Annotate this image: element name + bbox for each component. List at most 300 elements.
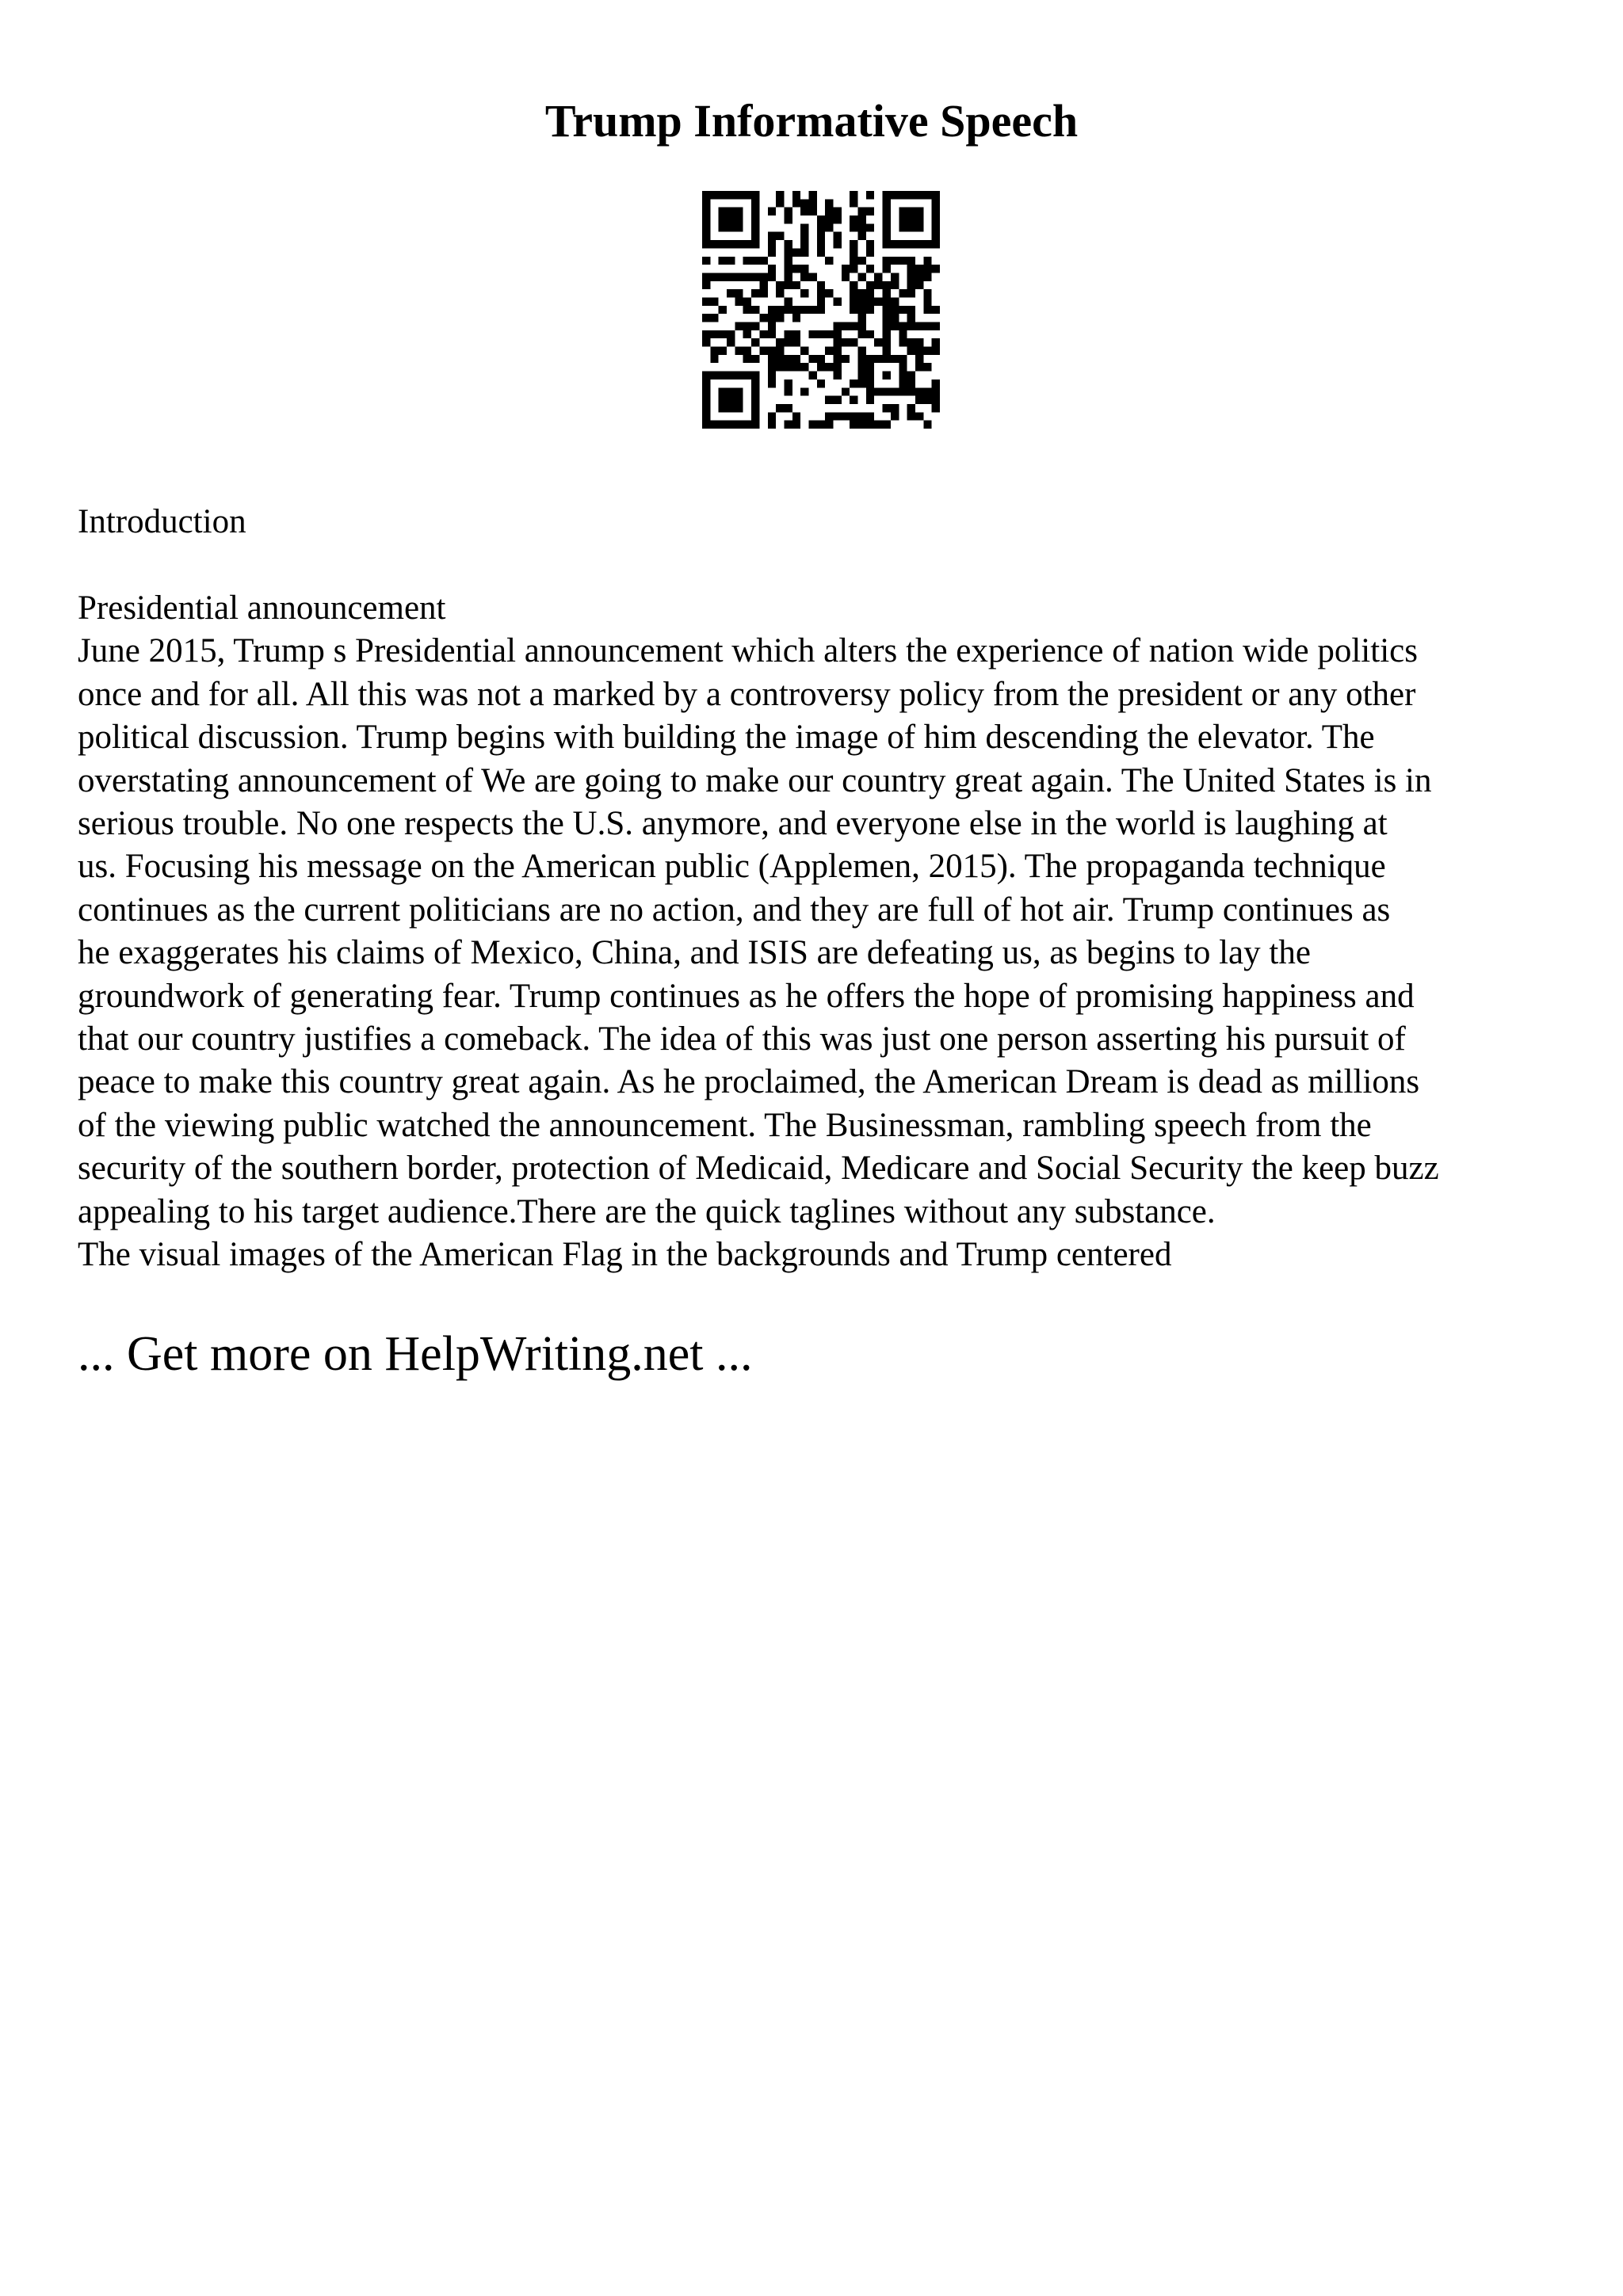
qr-module	[735, 387, 743, 395]
qr-module	[850, 338, 857, 346]
qr-module	[842, 412, 850, 420]
qr-module	[792, 314, 800, 322]
qr-module	[800, 208, 808, 215]
qr-module	[907, 404, 915, 412]
qr-module	[792, 412, 800, 420]
qr-module	[866, 372, 874, 379]
qr-module	[834, 363, 842, 371]
qr-module	[883, 314, 891, 322]
qr-module	[907, 322, 915, 330]
qr-module	[825, 215, 833, 223]
qr-module	[874, 355, 882, 363]
qr-module	[842, 387, 850, 395]
qr-module	[850, 379, 857, 387]
qr-module	[784, 297, 792, 305]
qr-module	[907, 191, 915, 199]
qr-module	[735, 215, 743, 223]
qr-module	[817, 355, 825, 363]
qr-module	[727, 257, 735, 265]
qr-module	[866, 379, 874, 387]
qr-module	[932, 265, 940, 273]
qr-module	[800, 387, 808, 395]
qr-module	[727, 338, 735, 346]
qr-module	[817, 215, 825, 223]
qr-module	[899, 372, 907, 379]
qr-module	[891, 412, 899, 420]
qr-module	[850, 199, 857, 207]
qr-module	[891, 355, 899, 363]
qr-module	[866, 363, 874, 371]
qr-module	[923, 240, 931, 248]
qr-module	[825, 421, 833, 429]
qr-module	[923, 257, 931, 265]
qr-module	[702, 257, 710, 265]
qr-module	[866, 208, 874, 215]
qr-module	[858, 421, 866, 429]
qr-module	[891, 273, 899, 280]
qr-module	[850, 289, 857, 297]
qr-module	[817, 297, 825, 305]
qr-module	[768, 347, 776, 355]
qr-module	[907, 281, 915, 289]
qr-module	[719, 223, 727, 231]
qr-module	[800, 347, 808, 355]
qr-module	[866, 281, 874, 289]
qr-module	[825, 199, 833, 207]
qr-module	[907, 215, 915, 223]
get-more-link[interactable]: ... Get more on HelpWriting.net ...	[78, 1327, 753, 1381]
qr-module	[883, 191, 891, 199]
qr-module	[776, 363, 784, 371]
qr-module	[915, 396, 923, 404]
qr-module	[727, 387, 735, 395]
qr-module	[932, 223, 940, 231]
qr-module	[735, 191, 743, 199]
qr-module	[932, 379, 940, 387]
qr-module	[759, 347, 767, 355]
qr-module	[702, 404, 710, 412]
qr-module	[850, 215, 857, 223]
qr-module	[883, 215, 891, 223]
qr-module	[866, 297, 874, 305]
body-line: us. Focusing his message on the American public (Applemen, 2015). The propaganda technique	[78, 848, 1386, 886]
body-line: that our country justifies a comeback. The idea of this was just one person asserting his pursuit of	[78, 1020, 1406, 1058]
qr-module	[735, 297, 743, 305]
body-line: The visual images of the American Flag in the backgrounds and Trump centered	[78, 1236, 1172, 1274]
qr-module	[768, 355, 776, 363]
qr-module	[858, 330, 866, 338]
qr-module	[907, 257, 915, 265]
qr-module	[834, 355, 842, 363]
qr-module	[776, 404, 784, 412]
qr-module	[915, 322, 923, 330]
qr-module	[899, 289, 907, 297]
qr-module	[727, 372, 735, 379]
qr-module	[751, 257, 759, 265]
qr-module	[891, 297, 899, 305]
qr-module	[702, 297, 710, 305]
qr-module	[915, 191, 923, 199]
qr-module	[751, 338, 759, 346]
qr-module	[784, 355, 792, 363]
qr-module	[719, 191, 727, 199]
qr-code-icon[interactable]	[702, 190, 940, 429]
qr-module	[735, 289, 743, 297]
qr-module	[743, 330, 751, 338]
qr-module	[899, 191, 907, 199]
qr-module	[710, 330, 718, 338]
qr-module	[834, 347, 842, 355]
qr-module	[866, 387, 874, 395]
qr-module	[834, 240, 842, 248]
body-line: serious trouble. No one respects the U.S. anymore, and everyone else in the world is laughing at	[78, 805, 1388, 843]
qr-module	[907, 306, 915, 314]
qr-module	[858, 363, 866, 371]
qr-module	[915, 273, 923, 280]
qr-module	[735, 347, 743, 355]
qr-module	[735, 240, 743, 248]
qr-module	[727, 273, 735, 280]
qr-module	[874, 273, 882, 280]
qr-module	[874, 281, 882, 289]
qr-module	[907, 265, 915, 273]
qr-module	[825, 396, 833, 404]
qr-module	[702, 199, 710, 207]
qr-module	[702, 232, 710, 240]
qr-module	[808, 330, 816, 338]
qr-module	[800, 248, 808, 256]
qr-module	[768, 379, 776, 387]
section-heading-introduction: Introduction	[78, 503, 246, 540]
qr-module	[915, 240, 923, 248]
body-line: peace to make this country great again. As he proclaimed, the American Dream is dead as millions	[78, 1063, 1420, 1101]
qr-module	[866, 191, 874, 199]
qr-module	[858, 297, 866, 305]
qr-module	[735, 404, 743, 412]
qr-module	[776, 338, 784, 346]
qr-module	[727, 396, 735, 404]
body-line: overstating announcement of We are going to make our country great again. The United States is in	[78, 761, 1432, 799]
qr-module	[899, 257, 907, 265]
qr-module	[768, 240, 776, 248]
qr-module	[727, 330, 735, 338]
qr-module	[735, 372, 743, 379]
body-line: he exaggerates his claims of Mexico, China, and ISIS are defeating us, as begins to lay the	[78, 934, 1311, 972]
qr-module	[784, 363, 792, 371]
qr-module	[800, 363, 808, 371]
qr-module	[891, 404, 899, 412]
body-line: once and for all. All this was not a marked by a controversy policy from the president or any other	[78, 675, 1416, 713]
qr-module	[834, 215, 842, 223]
qr-module	[834, 232, 842, 240]
qr-module	[907, 338, 915, 346]
qr-module	[817, 379, 825, 387]
qr-module	[825, 223, 833, 231]
qr-module	[751, 306, 759, 314]
qr-module	[735, 208, 743, 215]
qr-module	[915, 363, 923, 371]
qr-module	[883, 240, 891, 248]
qr-module	[842, 355, 850, 363]
qr-module	[834, 208, 842, 215]
qr-module	[850, 191, 857, 199]
qr-module	[727, 223, 735, 231]
qr-module	[817, 248, 825, 256]
qr-module	[923, 297, 931, 305]
qr-module	[891, 322, 899, 330]
qr-module	[858, 208, 866, 215]
qr-module	[768, 322, 776, 330]
qr-module	[784, 257, 792, 265]
qr-module	[776, 191, 784, 199]
qr-module	[866, 421, 874, 429]
qr-module	[702, 215, 710, 223]
qr-module	[743, 257, 751, 265]
qr-module	[866, 330, 874, 338]
qr-module	[899, 330, 907, 338]
qr-module	[800, 199, 808, 207]
qr-module	[883, 355, 891, 363]
qr-module	[932, 322, 940, 330]
qr-module	[907, 314, 915, 322]
qr-module	[784, 387, 792, 395]
qr-module	[702, 281, 710, 289]
qr-module	[858, 273, 866, 280]
qr-module	[932, 215, 940, 223]
qr-module	[702, 240, 710, 248]
qr-module	[710, 297, 718, 305]
qr-module	[883, 265, 891, 273]
qr-module	[825, 347, 833, 355]
qr-module	[858, 215, 866, 223]
qr-module	[891, 281, 899, 289]
qr-module	[883, 199, 891, 207]
qr-module	[817, 232, 825, 240]
qr-module	[743, 347, 751, 355]
qr-module	[874, 387, 882, 395]
qr-module	[907, 372, 915, 379]
qr-module	[850, 322, 857, 330]
body-paragraph	[78, 587, 1583, 1277]
qr-module	[858, 372, 866, 379]
qr-module	[932, 208, 940, 215]
qr-module	[727, 191, 735, 199]
qr-module	[768, 232, 776, 240]
body-line: of the viewing public watched the announcement. The Businessman, rambling speech from the	[78, 1106, 1372, 1144]
qr-module	[800, 232, 808, 240]
qr-module	[800, 273, 808, 280]
qr-module	[883, 372, 891, 379]
qr-module	[792, 265, 800, 273]
qr-module	[751, 215, 759, 223]
qr-module	[899, 322, 907, 330]
qr-module	[817, 289, 825, 297]
qr-module	[842, 265, 850, 273]
qr-module	[850, 412, 857, 420]
qr-module	[751, 273, 759, 280]
qr-module	[792, 191, 800, 199]
qr-module	[808, 191, 816, 199]
qr-module	[915, 223, 923, 231]
qr-module	[710, 273, 718, 280]
qr-module	[907, 223, 915, 231]
qr-module	[866, 289, 874, 297]
qr-module	[923, 322, 931, 330]
qr-module	[808, 306, 816, 314]
qr-module	[776, 232, 784, 240]
qr-module	[858, 257, 866, 265]
qr-module	[800, 289, 808, 297]
qr-module	[751, 289, 759, 297]
qr-module	[891, 314, 899, 322]
qr-module	[932, 396, 940, 404]
qr-module	[800, 240, 808, 248]
qr-module	[932, 240, 940, 248]
qr-module	[858, 223, 866, 231]
qr-module	[792, 338, 800, 346]
qr-module	[792, 363, 800, 371]
qr-module	[834, 330, 842, 338]
qr-module	[751, 355, 759, 363]
qr-module	[850, 240, 857, 248]
qr-module	[808, 208, 816, 215]
qr-module	[759, 289, 767, 297]
qr-module	[817, 281, 825, 289]
qr-module	[932, 306, 940, 314]
qr-module	[883, 281, 891, 289]
qr-module	[850, 396, 857, 404]
qr-module	[784, 330, 792, 338]
qr-module	[850, 421, 857, 429]
qr-module	[858, 289, 866, 297]
qr-module	[932, 387, 940, 395]
qr-module	[817, 363, 825, 371]
qr-module	[784, 379, 792, 387]
qr-module	[850, 265, 857, 273]
qr-module	[710, 240, 718, 248]
qr-module	[915, 338, 923, 346]
qr-module	[743, 306, 751, 314]
qr-module	[768, 372, 776, 379]
qr-module	[842, 273, 850, 280]
qr-module	[759, 273, 767, 280]
qr-module	[858, 379, 866, 387]
qr-module	[710, 191, 718, 199]
qr-module	[866, 240, 874, 248]
qr-module	[899, 223, 907, 231]
qr-module	[727, 215, 735, 223]
body-line: political discussion. Trump begins with building the image of him descending the elevator. The	[78, 719, 1375, 757]
qr-module	[923, 347, 931, 355]
qr-module	[768, 273, 776, 280]
qr-module	[751, 199, 759, 207]
qr-module	[768, 208, 776, 215]
qr-module	[719, 372, 727, 379]
qr-module	[735, 322, 743, 330]
body-line: continues as the current politicians are no action, and they are full of hot air. Trump continues as	[78, 891, 1391, 929]
qr-module	[883, 223, 891, 231]
qr-module	[834, 297, 842, 305]
qr-module	[784, 421, 792, 429]
qr-module	[825, 412, 833, 420]
body-line: appealing to his target audience.There are the quick taglines without any substance.	[78, 1192, 1216, 1230]
qr-module	[817, 306, 825, 314]
qr-module	[923, 387, 931, 395]
qr-module	[915, 347, 923, 355]
qr-module	[850, 223, 857, 231]
qr-module	[784, 248, 792, 256]
qr-module	[702, 372, 710, 379]
qr-module	[858, 412, 866, 420]
qr-module	[825, 363, 833, 371]
qr-module	[759, 281, 767, 289]
qr-module	[702, 273, 710, 280]
qr-module	[784, 306, 792, 314]
qr-module	[751, 372, 759, 379]
qr-module	[932, 338, 940, 346]
qr-module	[923, 191, 931, 199]
qr-module	[899, 338, 907, 346]
qr-module	[923, 289, 931, 297]
qr-module	[743, 355, 751, 363]
qr-module	[907, 273, 915, 280]
qr-module	[719, 306, 727, 314]
qr-module	[850, 248, 857, 256]
qr-module	[768, 306, 776, 314]
qr-module	[915, 215, 923, 223]
qr-module	[923, 273, 931, 280]
qr-module	[784, 240, 792, 248]
qr-module	[932, 199, 940, 207]
qr-module	[834, 372, 842, 379]
qr-module	[719, 347, 727, 355]
qr-module	[800, 265, 808, 273]
qr-module	[768, 330, 776, 338]
qr-module	[808, 355, 816, 363]
qr-module	[784, 265, 792, 273]
qr-module	[751, 223, 759, 231]
qr-module	[768, 314, 776, 322]
qr-module	[923, 396, 931, 404]
qr-module	[883, 322, 891, 330]
qr-module	[719, 404, 727, 412]
qr-module	[883, 306, 891, 314]
qr-module	[751, 412, 759, 420]
qr-module	[834, 412, 842, 420]
qr-module	[768, 421, 776, 429]
qr-module	[751, 191, 759, 199]
qr-module	[883, 404, 891, 412]
qr-module	[915, 281, 923, 289]
qr-module	[743, 322, 751, 330]
qr-module	[768, 248, 776, 256]
qr-module	[883, 289, 891, 297]
qr-module	[817, 330, 825, 338]
qr-module	[866, 265, 874, 273]
qr-module	[874, 297, 882, 305]
qr-module	[883, 208, 891, 215]
qr-module	[768, 412, 776, 420]
qr-module	[776, 281, 784, 289]
qr-module	[858, 232, 866, 240]
qr-module	[751, 232, 759, 240]
qr-module	[702, 338, 710, 346]
qr-module	[858, 322, 866, 330]
qr-module	[842, 338, 850, 346]
qr-module	[907, 412, 915, 420]
qr-module	[825, 289, 833, 297]
body-line: Presidential announcement	[78, 589, 446, 627]
